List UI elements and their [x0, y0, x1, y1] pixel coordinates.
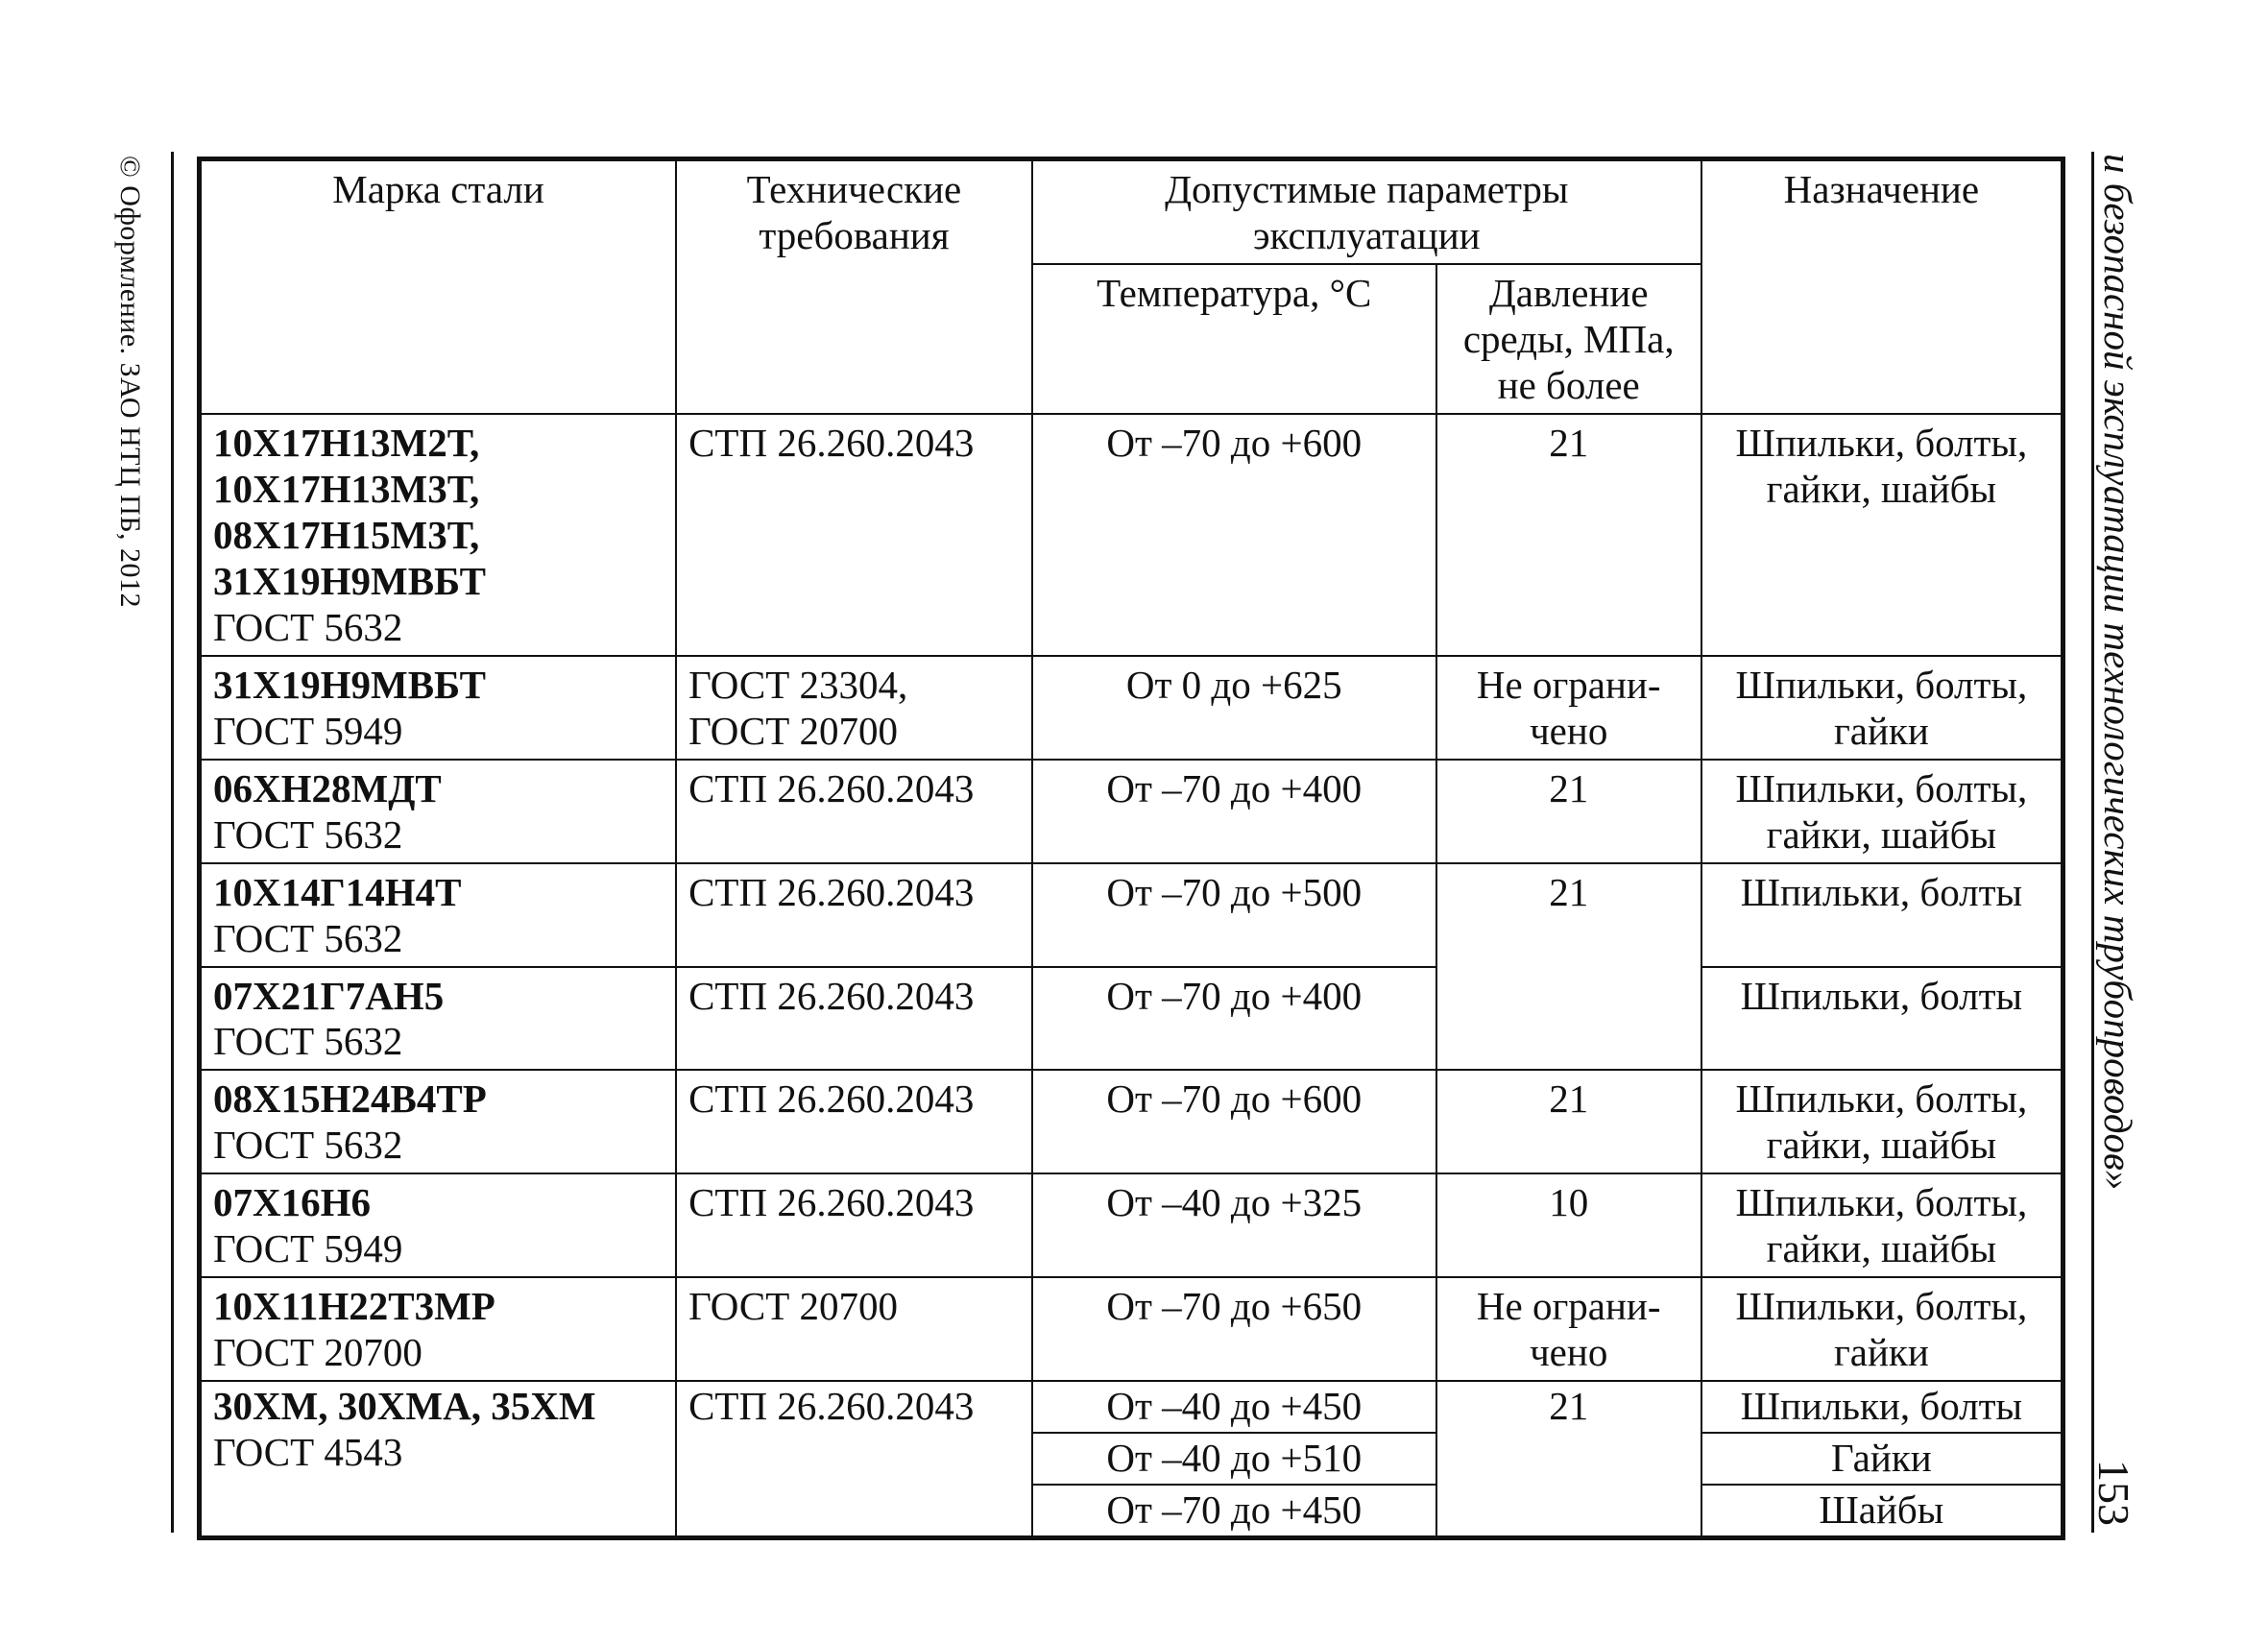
- pressure-cell: 10: [1436, 1173, 1701, 1277]
- header-row-1: [200, 159, 2063, 264]
- table-row: [200, 1173, 2063, 1277]
- tech-cell: СТП 26.260.2043: [676, 863, 1032, 967]
- purpose-cell: Шпильки, болты, гайки, шайбы: [1701, 760, 2063, 863]
- pressure-cell: 21: [1436, 760, 1701, 863]
- tech-cell: СТП 26.260.2043: [676, 760, 1032, 863]
- tech-cell: СТП 26.260.2043: [676, 1381, 1032, 1537]
- grade-cell: 10Х11Н22Т3МР ГОСТ 20700: [200, 1277, 677, 1381]
- grade-cell: 08Х15Н24В4ТР ГОСТ 5632: [200, 1070, 677, 1173]
- purpose-cell: Шпильки, болты: [1701, 863, 2063, 967]
- pressure-cell: 21: [1436, 414, 1701, 656]
- temp-cell: От –70 до +600: [1032, 1070, 1436, 1173]
- purpose-cell: Шпильки, болты, гайки, шайбы: [1701, 414, 2063, 656]
- purpose-cell: Шпильки, болты: [1701, 1381, 2063, 1433]
- pressure-cell: 21: [1436, 1070, 1701, 1173]
- tech-cell: СТП 26.260.2043: [676, 967, 1032, 1071]
- header-params: Допустимые параметры эксплуатации: [1032, 159, 1701, 264]
- tech-cell: ГОСТ 23304, ГОСТ 20700: [676, 656, 1032, 760]
- purpose-cell: Шайбы: [1701, 1485, 2063, 1537]
- tech-cell: ГОСТ 20700: [676, 1277, 1032, 1381]
- tech-cell: СТП 26.260.2043: [676, 1070, 1032, 1173]
- purpose-cell: Шпильки, болты, гайки, шайбы: [1701, 1070, 2063, 1173]
- grade-cell: 30ХМ, 30ХМА, 35ХМ ГОСТ 4543: [200, 1381, 677, 1537]
- pressure-cell: 21: [1436, 1381, 1701, 1537]
- table-row: [200, 967, 2063, 1071]
- table-row: [200, 1277, 2063, 1381]
- table-row: [200, 863, 2063, 967]
- header-grade: Марка стали: [200, 159, 677, 414]
- purpose-cell: Шпильки, болты, гайки, шайбы: [1701, 1173, 2063, 1277]
- temp-cell: От –70 до +500: [1032, 863, 1436, 967]
- grade-cell: 10Х14Г14Н4Т ГОСТ 5632: [200, 863, 677, 967]
- tech-cell: СТП 26.260.2043: [676, 1173, 1032, 1277]
- grade-cell: 06ХН28МДТ ГОСТ 5632: [200, 760, 677, 863]
- purpose-cell: Шпильки, болты: [1701, 967, 2063, 1071]
- temp-cell: От 0 до +625: [1032, 656, 1436, 760]
- header-purpose: Назначение: [1701, 159, 2063, 414]
- pressure-cell: 21: [1436, 863, 1701, 1071]
- header-temperature: Температура, °С: [1032, 264, 1436, 414]
- grade-cell: 07Х16Н6 ГОСТ 5949: [200, 1173, 677, 1277]
- table-row: [200, 1070, 2063, 1173]
- purpose-cell: Гайки: [1701, 1433, 2063, 1485]
- temp-cell: От –70 до +400: [1032, 967, 1436, 1071]
- header-tech: Технические требования: [676, 159, 1032, 414]
- pressure-cell: Не ограни- чено: [1436, 1277, 1701, 1381]
- temp-cell: От –70 до +600: [1032, 414, 1436, 656]
- right-margin-rule: [2091, 152, 2094, 1533]
- pressure-cell: Не ограни- чено: [1436, 656, 1701, 760]
- purpose-cell: Шпильки, болты, гайки: [1701, 656, 2063, 760]
- temp-cell: От –70 до +650: [1032, 1277, 1436, 1381]
- grade-cell: 31Х19Н9МВБТ ГОСТ 5949: [200, 656, 677, 760]
- steel-grades-table: [197, 157, 2065, 1540]
- temp-cell: От –40 до +510: [1032, 1433, 1436, 1485]
- grade-cell: 10Х17Н13М2Т, 10Х17Н13М3Т, 08Х17Н15М3Т, 31Х19Н9МВБТ ГОСТ 5632: [200, 414, 677, 656]
- running-head: и безопасной эксплуатации технологических трубопроводов»: [2096, 154, 2140, 1191]
- temp-cell: От –70 до +400: [1032, 760, 1436, 863]
- grade-cell: 07Х21Г7АН5 ГОСТ 5632: [200, 967, 677, 1071]
- page-number: 153: [2089, 1460, 2138, 1526]
- temp-cell: От –40 до +325: [1032, 1173, 1436, 1277]
- temp-cell: От –70 до +450: [1032, 1485, 1436, 1537]
- table-row: [200, 1381, 2063, 1433]
- copyright-note: © Оформление. ЗАО НТЦ ПБ, 2012: [114, 156, 146, 609]
- purpose-cell: Шпильки, болты, гайки: [1701, 1277, 2063, 1381]
- temp-cell: От –40 до +450: [1032, 1381, 1436, 1433]
- header-pressure: Давление среды, МПа, не более: [1436, 264, 1701, 414]
- table-row: [200, 760, 2063, 863]
- table-row: [200, 414, 2063, 656]
- tech-cell: СТП 26.260.2043: [676, 414, 1032, 656]
- left-margin-rule: [171, 152, 174, 1533]
- table-row: [200, 656, 2063, 760]
